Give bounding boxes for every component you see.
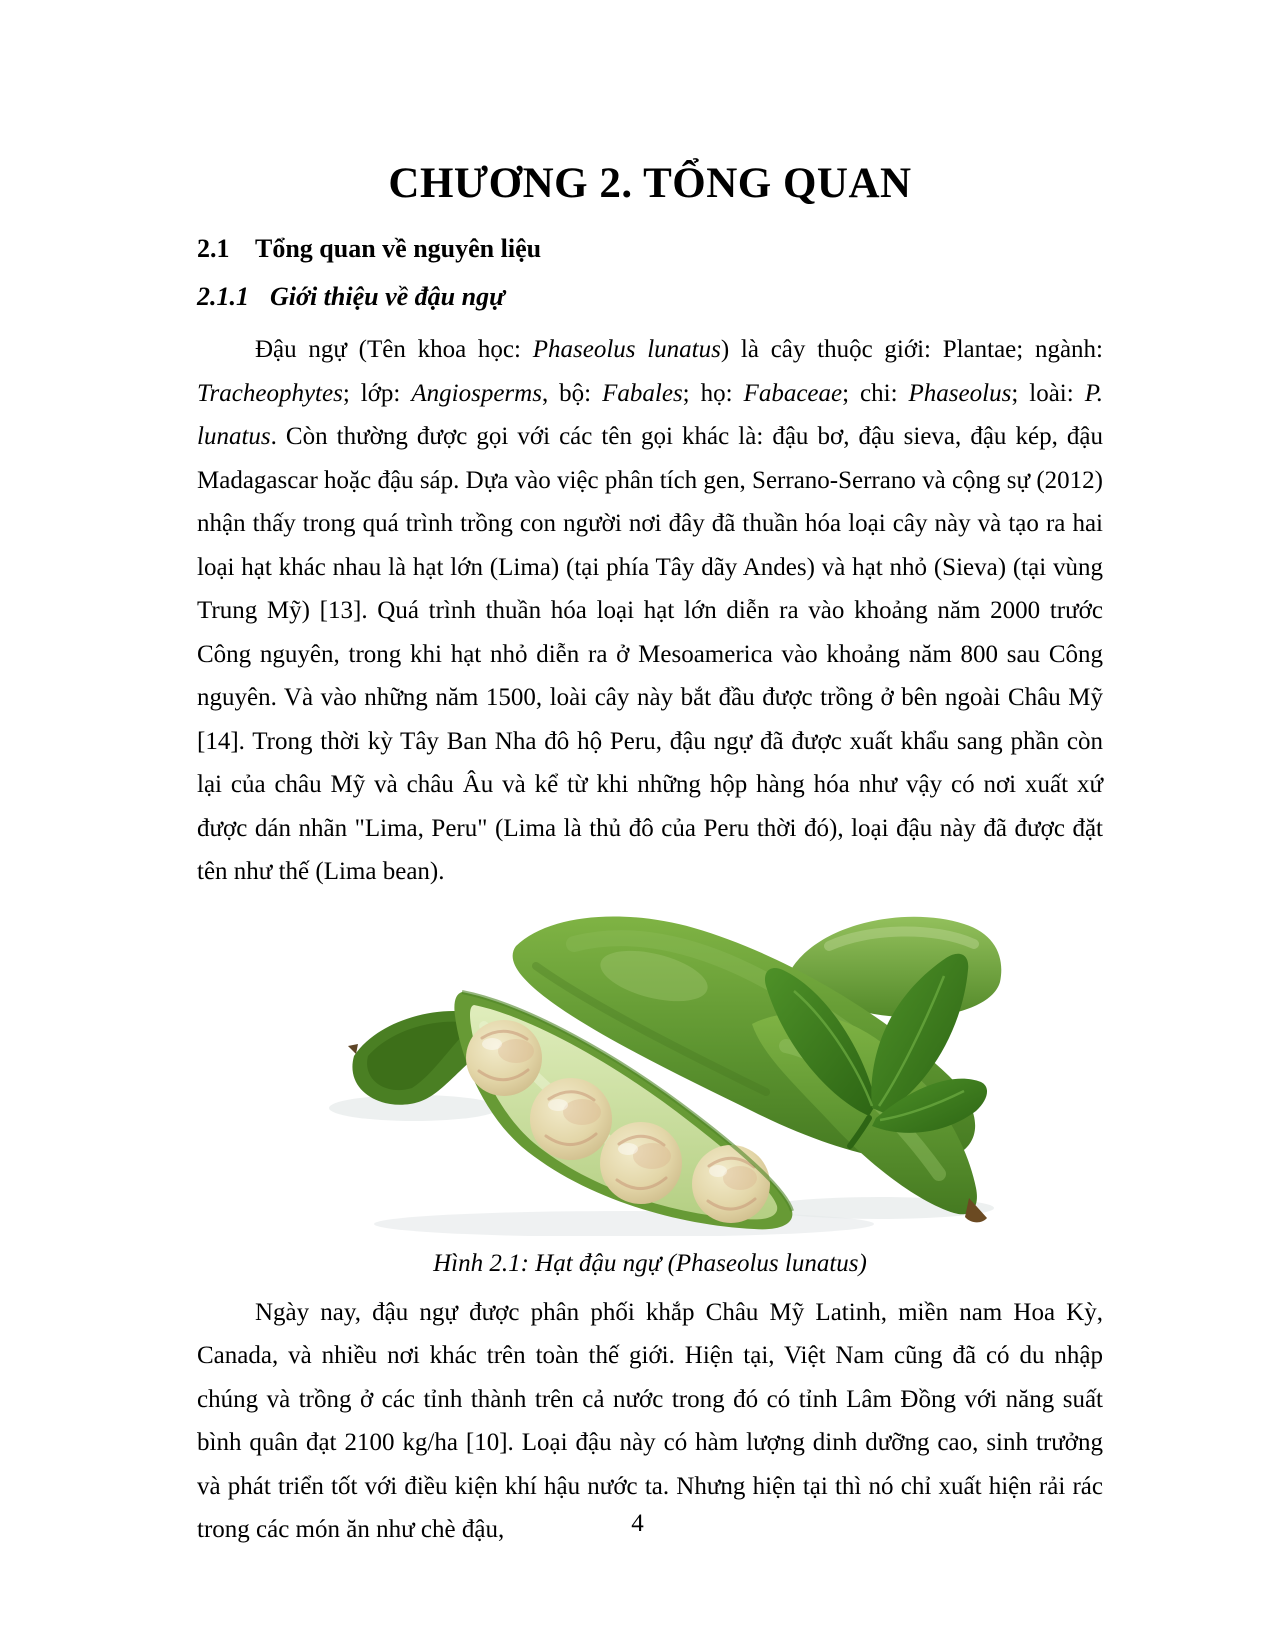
chapter-title: CHƯƠNG 2. TỔNG QUAN [388, 160, 912, 207]
page-number: 4 [631, 1510, 644, 1537]
paragraph-intro-dau-ngu: Đậu ngự (Tên khoa học: Phaseolus lunatus) là cây thuộc giới: Plantae; ngành: Tracheophytes; lớp: Angiosperms, bộ: Fabales; họ: Fabaceae; chi: Phaseolus; loài: P. lunatus. Còn thường được gọi với các tên gọi khác là: đậu bơ, đậu sieva, đậu kép, đậu Madagascar hoặc đậu sáp. Dựa vào việc phân tích gen, Serrano-Serrano và cộng sự (2012) nhận thấy trong quá trình trồng con người nơi đây đã thuần hóa loại cây này và tạo ra hai loại hạt khác nhau là hạt lớn (Lima) (tại phía Tây dãy Andes) và hạt nhỏ (Sieva) (tại vùng Trung Mỹ) [13]. Quá trình thuần hóa loại hạt lớn diễn ra vào khoảng năm 2000 trước Công nguyên, trong khi hạt nhỏ diễn ra ở Mesoamerica vào khoảng năm 800 sau Công nguyên. Và vào những năm 1500, loài cây này bắt đầu được trồng ở bên ngoài Châu Mỹ [14]. Trong thời kỳ Tây Ban Nha đô hộ Peru, đậu ngự đã được xuất khẩu sang phần còn lại của châu Mỹ và châu Âu và kể từ khi những hộp hàng hóa như vậy có nơi xuất xứ được dán nhãn "Lima, Peru" (Lima là thủ đô của Peru thời đó), loại đậu này đã được đặt tên như thế (Lima bean). [197, 336, 1104, 886]
figure-2-1 [197, 906, 1103, 1281]
lima-bean-illustration [324, 906, 1004, 1236]
subsection-label: Giới thiệu về đậu ngự [270, 281, 505, 311]
figure-caption: Hình 2.1: Hạt đậu ngự (Phaseolus lunatus) [433, 1249, 867, 1277]
section-heading [197, 233, 1103, 266]
subsection-heading [197, 281, 1103, 314]
lima-bean-photo [324, 906, 1004, 1236]
section-number: 2.1 [197, 234, 230, 264]
paragraph-distribution: Ngày nay, đậu ngự được phân phối khắp Châu Mỹ Latinh, miền nam Hoa Kỳ, Canada, và nhiều nơi khác trên toàn thế giới. Hiện tại, Việt Nam cũng đã có du nhập chúng và trồng ở các tỉnh thành trên cả nước trong đó có tỉnh Lâm Đồng với năng suất bình quân đạt 2100 kg/ha [10]. Loại đậu này có hàm lượng dinh dưỡng cao, sinh trưởng và phát triển tốt với điều kiện khí hậu nước ta. Nhưng hiện tại thì nó chỉ xuất hiện rải rác trong các món ăn như chè đậu, [197, 1298, 1103, 1544]
subsection-number: 2.1.1 [197, 281, 249, 311]
section-label: Tổng quan về nguyên liệu [255, 234, 542, 264]
